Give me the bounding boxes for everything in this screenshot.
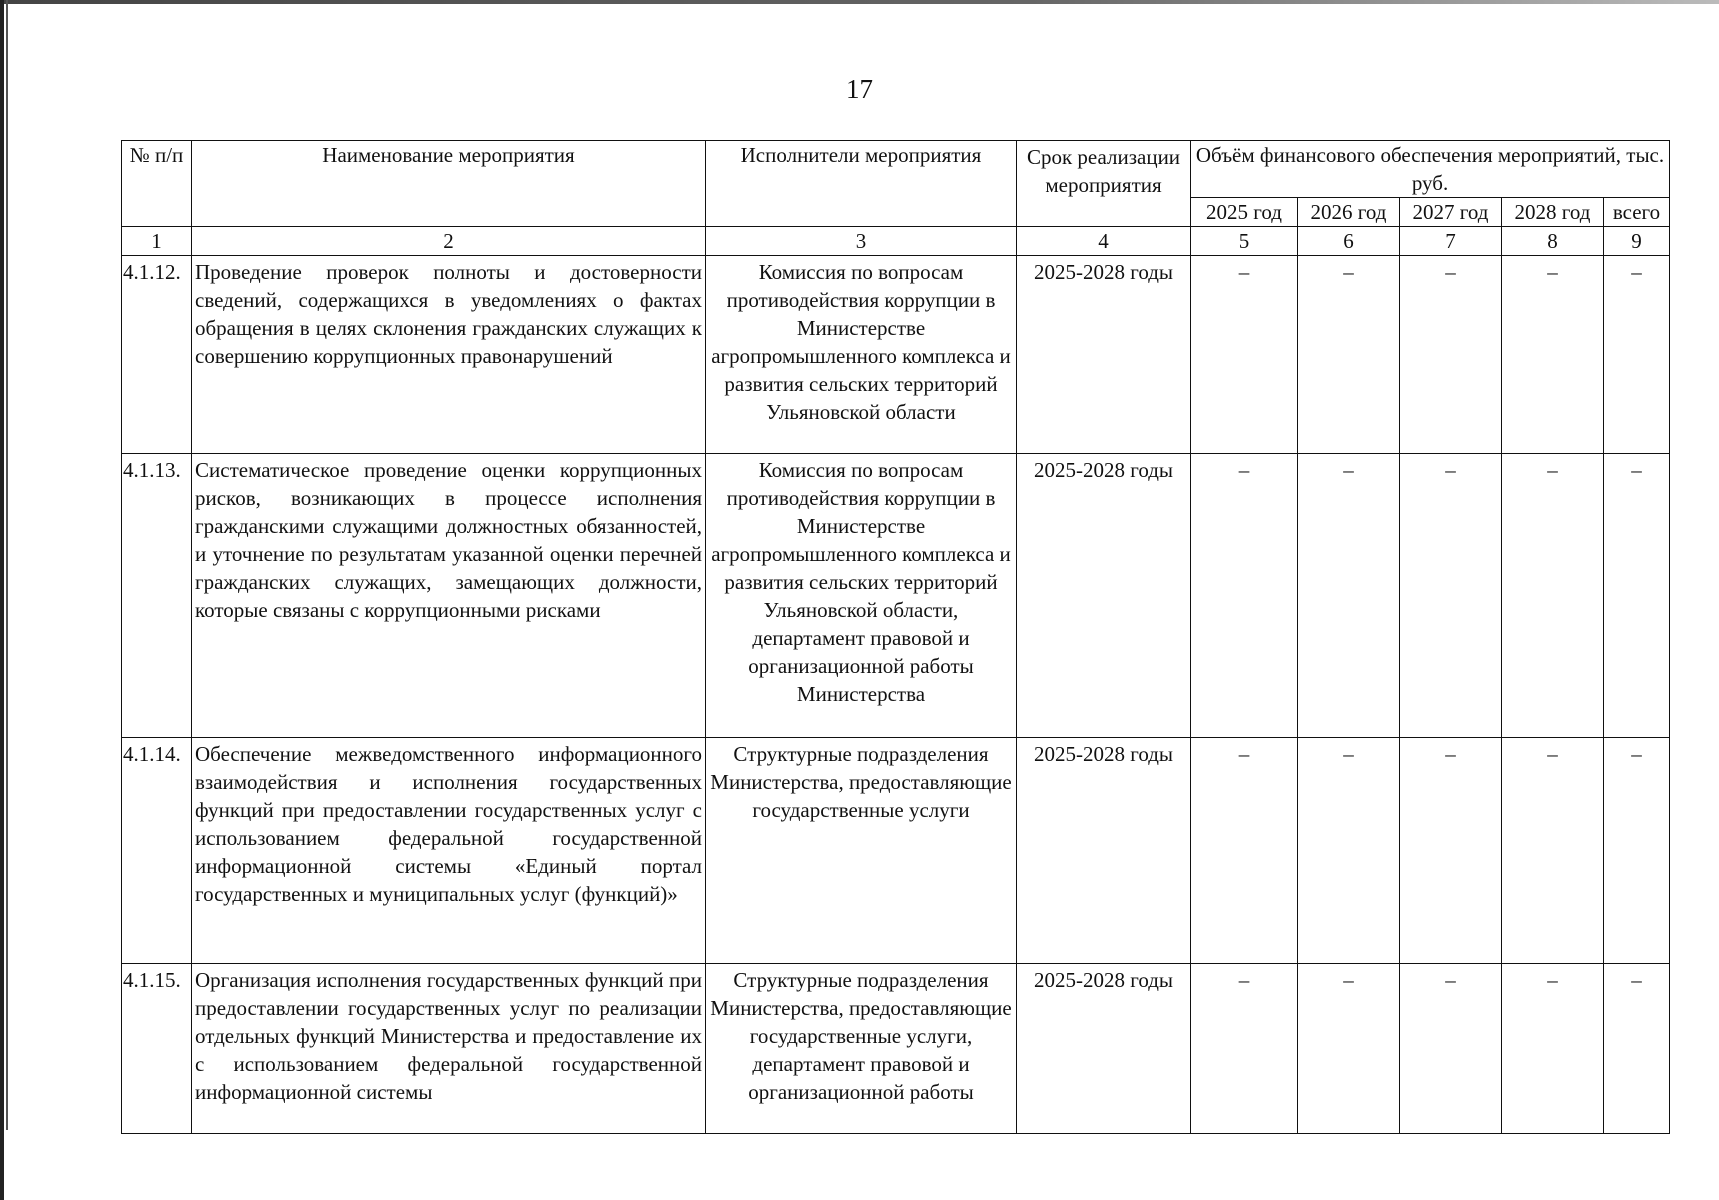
column-number: 4 bbox=[1017, 227, 1191, 256]
column-numbers-row bbox=[122, 227, 1670, 256]
scan-edge-top bbox=[0, 0, 1719, 4]
measure-term: 2025-2028 годы bbox=[1017, 964, 1191, 1134]
measure-executors: Комиссия по вопросам противодействия коррупции в Министерстве агропромышленного комплекса и развития сельских территорий Ульяновской области, департамент правовой и организационной работы Министерства bbox=[706, 454, 1017, 738]
header-num: № п/п bbox=[122, 141, 192, 227]
table-row bbox=[122, 256, 1670, 454]
measure-executors: Структурные подразделения Министерства, предоставляющие государственные услуги bbox=[706, 738, 1017, 964]
column-number: 1 bbox=[122, 227, 192, 256]
table-row bbox=[122, 964, 1670, 1134]
measure-name: Проведение проверок полноты и достоверности сведений, содержащихся в уведомлениях о фактах обращения в целях склонения гражданских служащих к совершению коррупционных правонарушений bbox=[192, 256, 706, 454]
row-number: 4.1.12. bbox=[122, 256, 192, 454]
amount-2028: – bbox=[1502, 454, 1604, 738]
amount-2028: – bbox=[1502, 964, 1604, 1134]
amount-2025: – bbox=[1191, 256, 1298, 454]
header-total: всего bbox=[1604, 198, 1670, 227]
amount-2025: – bbox=[1191, 454, 1298, 738]
header-year-2027: 2027 год bbox=[1400, 198, 1502, 227]
measure-executors: Комиссия по вопросам противодействия коррупции в Министерстве агропромышленного комплекса и развития сельских территорий Ульяновской области bbox=[706, 256, 1017, 454]
amount-2026: – bbox=[1298, 738, 1400, 964]
measure-name: Организация исполнения государственных функций при предоставлении государственных услуг по реализации отдельных функций Министерства и предоставление их с использованием федеральной государственной информационной системы bbox=[192, 964, 706, 1134]
amount-total: – bbox=[1604, 964, 1670, 1134]
amount-2027: – bbox=[1400, 738, 1502, 964]
row-number: 4.1.13. bbox=[122, 454, 192, 738]
measure-name: Обеспечение межведомственного информационного взаимодействия и исполнения государственных функций при предоставлении государственных услуг с использованием федеральной государственной информационной системы «Единый портал государственных и муниципальных услуг (функций)» bbox=[192, 738, 706, 964]
amount-2028: – bbox=[1502, 256, 1604, 454]
column-number: 9 bbox=[1604, 227, 1670, 256]
measure-term: 2025-2028 годы bbox=[1017, 454, 1191, 738]
header-executors: Исполнители мероприятия bbox=[706, 141, 1017, 227]
column-number: 5 bbox=[1191, 227, 1298, 256]
amount-total: – bbox=[1604, 454, 1670, 738]
scan-edge-left-inner bbox=[6, 0, 8, 1130]
scan-edge-left bbox=[0, 0, 4, 1200]
measures-table bbox=[121, 140, 1670, 1134]
amount-total: – bbox=[1604, 256, 1670, 454]
measure-term: 2025-2028 годы bbox=[1017, 256, 1191, 454]
header-row bbox=[122, 141, 1670, 198]
amount-2025: – bbox=[1191, 964, 1298, 1134]
measure-term: 2025-2028 годы bbox=[1017, 738, 1191, 964]
amount-2027: – bbox=[1400, 454, 1502, 738]
page-number: 17 bbox=[846, 74, 873, 104]
column-number: 2 bbox=[192, 227, 706, 256]
column-number: 7 bbox=[1400, 227, 1502, 256]
header-name: Наименование мероприятия bbox=[192, 141, 706, 227]
row-number: 4.1.15. bbox=[122, 964, 192, 1134]
header-year-2025: 2025 год bbox=[1191, 198, 1298, 227]
amount-2026: – bbox=[1298, 256, 1400, 454]
column-number: 3 bbox=[706, 227, 1017, 256]
table-row bbox=[122, 738, 1670, 964]
measure-name: Систематическое проведение оценки коррупционных рисков, возникающих в процессе исполнения гражданскими служащими должностных обязанностей, и уточнение по результатам указанной оценки перечней гражданских служащих, замещающих должности, которые связаны с коррупционными рисками bbox=[192, 454, 706, 738]
header-funding: Объём финансового обеспечения мероприятий, тыс. руб. bbox=[1191, 141, 1670, 198]
amount-2027: – bbox=[1400, 256, 1502, 454]
amount-total: – bbox=[1604, 738, 1670, 964]
column-number: 6 bbox=[1298, 227, 1400, 256]
measure-executors: Структурные подразделения Министерства, предоставляющие государственные услуги, департамент правовой и организационной работы bbox=[706, 964, 1017, 1134]
amount-2026: – bbox=[1298, 454, 1400, 738]
table-row bbox=[122, 454, 1670, 738]
amount-2025: – bbox=[1191, 738, 1298, 964]
header-year-2026: 2026 год bbox=[1298, 198, 1400, 227]
column-number: 8 bbox=[1502, 227, 1604, 256]
amount-2027: – bbox=[1400, 964, 1502, 1134]
amount-2028: – bbox=[1502, 738, 1604, 964]
row-number: 4.1.14. bbox=[122, 738, 192, 964]
header-term: Срок реализации мероприятия bbox=[1017, 141, 1191, 227]
header-year-2028: 2028 год bbox=[1502, 198, 1604, 227]
amount-2026: – bbox=[1298, 964, 1400, 1134]
